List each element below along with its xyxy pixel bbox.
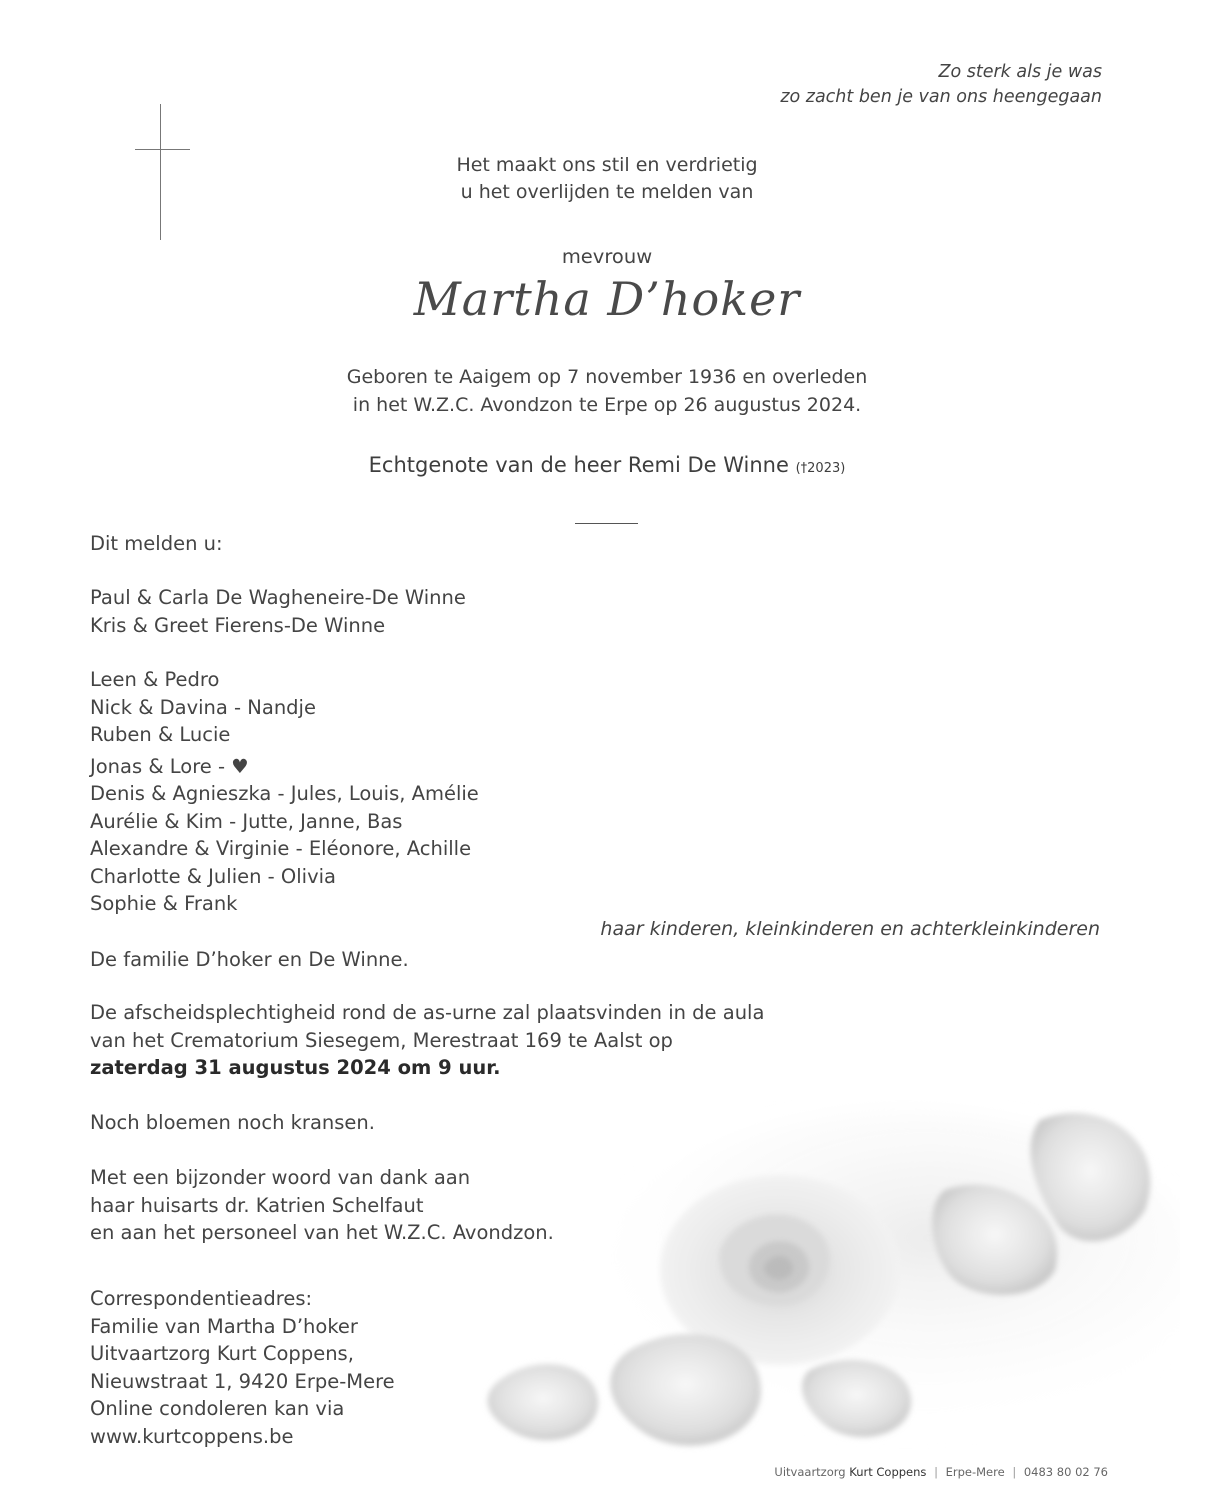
footer bbox=[774, 1465, 1108, 1479]
flowers-line: Noch bloemen noch kransen. bbox=[90, 1111, 375, 1134]
family-line: De familie D’hoker en De Winne. bbox=[90, 948, 409, 971]
divider bbox=[575, 523, 638, 524]
thanks-line: Met een bijzonder woord van dank aan bbox=[90, 1166, 471, 1189]
birth-death-line: in het W.Z.C. Avondzon te Erpe op 26 augustus 2024. bbox=[352, 394, 862, 416]
list-item: Alexandre & Virginie - Eléonore, Achille bbox=[90, 837, 472, 860]
footer-phone: 0483 80 02 76 bbox=[1023, 1465, 1108, 1479]
correspondence-line: Online condoleren kan via bbox=[90, 1397, 345, 1420]
birth-death-line: Geboren te Aaigem op 7 november 1936 en overleden bbox=[346, 366, 868, 388]
motto-line: Zo sterk als je was bbox=[938, 62, 1102, 82]
grandchildren-list bbox=[90, 666, 479, 918]
list-item: Nick & Davina - Nandje bbox=[90, 695, 316, 719]
list-item: Ruben & Lucie bbox=[90, 723, 231, 746]
list-item: Paul & Carla De Wagheneire-De Winne bbox=[90, 586, 466, 609]
ceremony-line: van het Crematorium Siesegem, Merestraat 169 te Aalst op bbox=[90, 1028, 673, 1052]
thanks-line: haar huisarts dr. Katrien Schelfaut bbox=[90, 1193, 424, 1217]
footer-location: Erpe-Mere bbox=[945, 1465, 1005, 1479]
deceased-name: Martha D’hoker bbox=[413, 272, 801, 326]
footer-prefix: Uitvaartzorg bbox=[774, 1465, 846, 1479]
cross-icon-horizontal bbox=[135, 149, 190, 150]
motto bbox=[780, 60, 1102, 110]
intro-line: Het maakt ons stil en verdrietig bbox=[456, 154, 758, 176]
birth-death-text bbox=[0, 363, 1214, 419]
list-item: Aurélie & Kim - Jutte, Janne, Bas bbox=[90, 809, 403, 833]
correspondence-line: Nieuwstraat 1, 9420 Erpe-Mere bbox=[90, 1369, 395, 1393]
list-item: Jonas & Lore - ♥ bbox=[90, 754, 249, 778]
list-item: Leen & Pedro bbox=[90, 668, 220, 691]
intro-line: u het overlijden te melden van bbox=[460, 181, 754, 203]
footer-brand: Kurt Coppens bbox=[849, 1465, 927, 1479]
intro-text bbox=[0, 152, 1214, 206]
relation-line: haar kinderen, kleinkinderen en achterkleinkinderen bbox=[600, 918, 1100, 940]
ceremony-line: De afscheidsplechtigheid rond de as-urne zal plaatsvinden in de aula bbox=[90, 1001, 765, 1024]
ceremony-text bbox=[90, 999, 764, 1082]
footer-separator: | bbox=[1012, 1465, 1017, 1479]
children-list bbox=[90, 584, 466, 639]
list-item: Charlotte & Julien - Olivia bbox=[90, 864, 337, 888]
correspondence-label: Correspondentieadres: bbox=[90, 1287, 313, 1310]
correspondence-line: Familie van Martha D’hoker bbox=[90, 1314, 358, 1338]
spouse-text: Echtgenote van de heer Remi De Winne bbox=[368, 453, 789, 477]
thanks-line: en aan het personeel van het W.Z.C. Avondzon. bbox=[90, 1221, 554, 1244]
honorific: mevrouw bbox=[561, 245, 653, 268]
spouse-death-note: (†2023) bbox=[795, 461, 846, 476]
list-item: Denis & Agnieszka - Jules, Louis, Amélie bbox=[90, 782, 479, 805]
website-link[interactable]: www.kurtcoppens.be bbox=[90, 1424, 294, 1448]
announce-label: Dit melden u: bbox=[90, 532, 223, 555]
footer-separator: | bbox=[934, 1465, 938, 1479]
spouse-line bbox=[0, 453, 1214, 477]
list-item: Sophie & Frank bbox=[90, 892, 238, 915]
correspondence-address bbox=[90, 1285, 395, 1450]
ceremony-date: zaterdag 31 augustus 2024 om 9 uur. bbox=[90, 1056, 501, 1079]
correspondence-line: Uitvaartzorg Kurt Coppens, bbox=[90, 1342, 354, 1365]
rose-petals-image bbox=[480, 1100, 1180, 1480]
motto-line: zo zacht ben je van ons heengegaan bbox=[780, 87, 1102, 107]
list-item: Kris & Greet Fierens-De Winne bbox=[90, 613, 386, 637]
